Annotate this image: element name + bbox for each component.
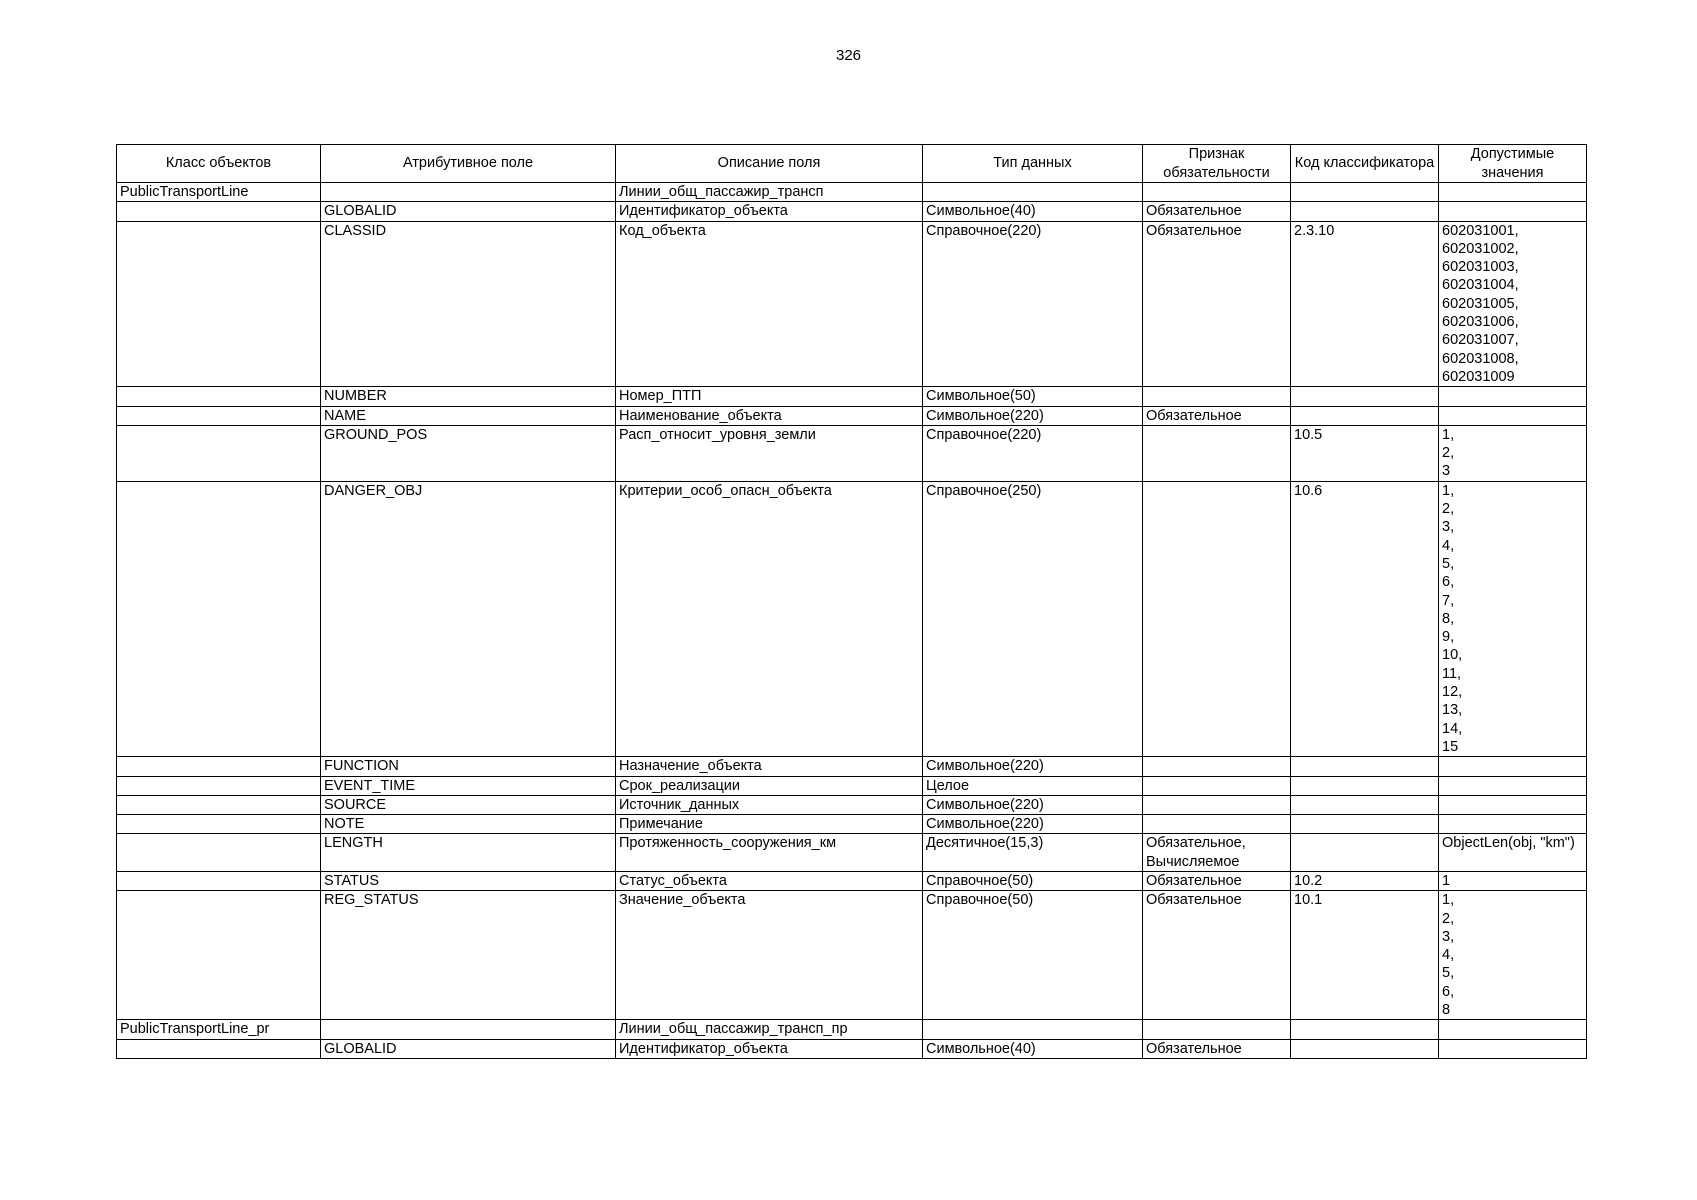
allowed-value: 5, xyxy=(1442,555,1455,572)
cell-required-flag xyxy=(1143,815,1291,834)
table-row xyxy=(117,221,1587,387)
table-row xyxy=(117,425,1587,481)
allowed-value: 602031002, xyxy=(1442,240,1519,257)
allowed-value: 2, xyxy=(1442,501,1455,518)
cell-classifier-code: 2.3.10 xyxy=(1291,221,1439,387)
table-row xyxy=(117,795,1587,814)
allowed-value: 602031009 xyxy=(1442,368,1515,385)
cell-object-class xyxy=(117,834,321,872)
allowed-value: 1 xyxy=(1442,872,1451,889)
cell-data-type: Символьное(220) xyxy=(923,406,1143,425)
allowed-value: 6, xyxy=(1442,574,1455,591)
cell-required-flag: Обязательное xyxy=(1143,891,1291,1020)
cell-classifier-code: 10.6 xyxy=(1291,481,1439,756)
cell-data-type: Справочное(220) xyxy=(923,221,1143,387)
allowed-value: 8 xyxy=(1442,1002,1451,1019)
table-row xyxy=(117,1039,1587,1058)
cell-classifier-code xyxy=(1291,1039,1439,1058)
cell-attribute-field: GROUND_POS xyxy=(321,425,616,481)
cell-required-flag: Обязательное xyxy=(1143,406,1291,425)
cell-field-description: Примечание xyxy=(616,815,923,834)
allowed-value: 1, xyxy=(1442,426,1455,443)
cell-data-type: Символьное(40) xyxy=(923,202,1143,221)
cell-object-class xyxy=(117,776,321,795)
allowed-value: 14, xyxy=(1442,720,1463,737)
cell-allowed-values xyxy=(1439,834,1587,872)
cell-field-description: Расп_относит_уровня_земли xyxy=(616,425,923,481)
cell-object-class: PublicTransportLine xyxy=(117,183,321,202)
cell-field-description: Линии_общ_пассажир_трансп_пр xyxy=(616,1020,923,1039)
cell-field-description: Линии_общ_пассажир_трансп xyxy=(616,183,923,202)
cell-required-flag: Обязательное xyxy=(1143,1039,1291,1058)
cell-allowed-values xyxy=(1439,425,1587,481)
cell-object-class xyxy=(117,757,321,776)
allowed-value: 4, xyxy=(1442,537,1455,554)
cell-object-class xyxy=(117,481,321,756)
cell-classifier-code xyxy=(1291,406,1439,425)
table-row xyxy=(117,183,1587,202)
cell-field-description: Критерии_особ_опасн_объекта xyxy=(616,481,923,756)
cell-field-description: Идентификатор_объекта xyxy=(616,202,923,221)
cell-field-description: Номер_ПТП xyxy=(616,387,923,406)
header-attribute-field: Атрибутивное поле xyxy=(321,145,616,183)
cell-data-type: Символьное(220) xyxy=(923,757,1143,776)
cell-field-description: Срок_реализации xyxy=(616,776,923,795)
allowed-value: 8, xyxy=(1442,610,1455,627)
table-row xyxy=(117,757,1587,776)
cell-allowed-values xyxy=(1439,757,1587,776)
cell-field-description: Наименование_объекта xyxy=(616,406,923,425)
cell-field-description: Идентификатор_объекта xyxy=(616,1039,923,1058)
allowed-value: 602031007, xyxy=(1442,332,1519,349)
cell-allowed-values xyxy=(1439,1020,1587,1039)
cell-data-type: Символьное(50) xyxy=(923,387,1143,406)
header-required-flag: Признак обязательности xyxy=(1143,145,1291,183)
cell-allowed-values xyxy=(1439,202,1587,221)
cell-field-description: Назначение_объекта xyxy=(616,757,923,776)
cell-data-type: Символьное(220) xyxy=(923,815,1143,834)
cell-required-flag xyxy=(1143,795,1291,814)
cell-data-type: Символьное(220) xyxy=(923,795,1143,814)
cell-data-type: Целое xyxy=(923,776,1143,795)
cell-classifier-code xyxy=(1291,795,1439,814)
cell-attribute-field: FUNCTION xyxy=(321,757,616,776)
cell-object-class xyxy=(117,221,321,387)
cell-object-class xyxy=(117,387,321,406)
header-object-class: Класс объектов xyxy=(117,145,321,183)
cell-data-type: Справочное(220) xyxy=(923,425,1143,481)
allowed-value: 10, xyxy=(1442,647,1463,664)
allowed-value: 4, xyxy=(1442,947,1455,964)
allowed-value: 602031005, xyxy=(1442,295,1519,312)
cell-object-class: PublicTransportLine_pr xyxy=(117,1020,321,1039)
cell-attribute-field: SOURCE xyxy=(321,795,616,814)
cell-required-flag: Обязательное xyxy=(1143,221,1291,387)
cell-object-class xyxy=(117,871,321,890)
cell-required-flag: Обязательное, Вычисляемое xyxy=(1143,834,1291,872)
cell-required-flag xyxy=(1143,183,1291,202)
cell-classifier-code xyxy=(1291,1020,1439,1039)
cell-data-type: Справочное(50) xyxy=(923,871,1143,890)
cell-classifier-code xyxy=(1291,387,1439,406)
cell-attribute-field: STATUS xyxy=(321,871,616,890)
cell-attribute-field xyxy=(321,183,616,202)
cell-data-type: Справочное(50) xyxy=(923,891,1143,1020)
cell-data-type: Символьное(40) xyxy=(923,1039,1143,1058)
header-row xyxy=(117,145,1587,183)
cell-allowed-values xyxy=(1439,776,1587,795)
allowed-value: 11, xyxy=(1442,665,1462,682)
cell-attribute-field: NOTE xyxy=(321,815,616,834)
cell-allowed-values xyxy=(1439,795,1587,814)
allowed-value: 1, xyxy=(1442,482,1455,499)
header-field-description: Описание поля xyxy=(616,145,923,183)
allowed-value: 5, xyxy=(1442,965,1455,982)
cell-classifier-code xyxy=(1291,776,1439,795)
cell-required-flag xyxy=(1143,776,1291,795)
header-classifier-code: Код классификатора xyxy=(1291,145,1439,183)
cell-allowed-values xyxy=(1439,406,1587,425)
cell-classifier-code: 10.2 xyxy=(1291,871,1439,890)
allowed-value: 3, xyxy=(1442,519,1455,536)
cell-classifier-code xyxy=(1291,815,1439,834)
cell-allowed-values xyxy=(1439,1039,1587,1058)
allowed-value: 12, xyxy=(1442,684,1463,701)
allowed-value: 602031004, xyxy=(1442,277,1519,294)
table-row xyxy=(117,871,1587,890)
allowed-value: 15 xyxy=(1442,738,1459,755)
cell-allowed-values xyxy=(1439,481,1587,756)
cell-required-flag xyxy=(1143,1020,1291,1039)
cell-allowed-values xyxy=(1439,221,1587,387)
cell-object-class xyxy=(117,202,321,221)
allowed-value: ObjectLen(obj, "km") xyxy=(1442,835,1575,852)
cell-required-flag xyxy=(1143,387,1291,406)
table-row xyxy=(117,891,1587,1020)
allowed-value: 602031006, xyxy=(1442,314,1519,331)
cell-object-class xyxy=(117,425,321,481)
cell-data-type xyxy=(923,183,1143,202)
allowed-value: 3, xyxy=(1442,928,1455,945)
header-allowed-values: Допустимые значения xyxy=(1439,145,1587,183)
table-row xyxy=(117,776,1587,795)
cell-classifier-code xyxy=(1291,757,1439,776)
table-row xyxy=(117,815,1587,834)
cell-attribute-field: REG_STATUS xyxy=(321,891,616,1020)
cell-required-flag: Обязательное xyxy=(1143,871,1291,890)
allowed-value: 3 xyxy=(1442,463,1451,480)
cell-attribute-field: NAME xyxy=(321,406,616,425)
cell-attribute-field: GLOBALID xyxy=(321,1039,616,1058)
cell-classifier-code xyxy=(1291,202,1439,221)
table-body xyxy=(117,183,1587,1059)
cell-classifier-code: 10.5 xyxy=(1291,425,1439,481)
cell-required-flag xyxy=(1143,757,1291,776)
cell-data-type: Десятичное(15,3) xyxy=(923,834,1143,872)
cell-required-flag: Обязательное xyxy=(1143,202,1291,221)
table-row xyxy=(117,1020,1587,1039)
table-row xyxy=(117,387,1587,406)
cell-attribute-field: NUMBER xyxy=(321,387,616,406)
cell-required-flag xyxy=(1143,425,1291,481)
allowed-value: 6, xyxy=(1442,983,1455,1000)
cell-allowed-values xyxy=(1439,815,1587,834)
cell-field-description: Значение_объекта xyxy=(616,891,923,1020)
attribute-table xyxy=(116,144,1587,1059)
cell-attribute-field: CLASSID xyxy=(321,221,616,387)
table-row xyxy=(117,481,1587,756)
cell-object-class xyxy=(117,1039,321,1058)
allowed-value: 602031003, xyxy=(1442,259,1519,276)
cell-required-flag xyxy=(1143,481,1291,756)
cell-attribute-field: EVENT_TIME xyxy=(321,776,616,795)
allowed-value: 602031008, xyxy=(1442,350,1519,367)
cell-attribute-field: DANGER_OBJ xyxy=(321,481,616,756)
allowed-value: 7, xyxy=(1442,592,1455,609)
cell-field-description: Протяженность_сооружения_км xyxy=(616,834,923,872)
allowed-value: 9, xyxy=(1442,629,1455,646)
cell-data-type xyxy=(923,1020,1143,1039)
cell-classifier-code: 10.1 xyxy=(1291,891,1439,1020)
cell-field-description: Статус_объекта xyxy=(616,871,923,890)
allowed-value: 1, xyxy=(1442,892,1455,909)
page-number: 326 xyxy=(835,47,862,64)
cell-attribute-field: LENGTH xyxy=(321,834,616,872)
cell-attribute-field: GLOBALID xyxy=(321,202,616,221)
cell-field-description: Источник_данных xyxy=(616,795,923,814)
allowed-value: 13, xyxy=(1442,702,1463,719)
cell-object-class xyxy=(117,795,321,814)
allowed-value: 2, xyxy=(1442,910,1455,927)
cell-allowed-values xyxy=(1439,387,1587,406)
cell-allowed-values xyxy=(1439,183,1587,202)
header-data-type: Тип данных xyxy=(923,145,1143,183)
cell-field-description: Код_объекта xyxy=(616,221,923,387)
allowed-value: 602031001, xyxy=(1442,222,1519,239)
cell-classifier-code xyxy=(1291,834,1439,872)
cell-allowed-values xyxy=(1439,891,1587,1020)
cell-attribute-field xyxy=(321,1020,616,1039)
cell-allowed-values xyxy=(1439,871,1587,890)
table-row xyxy=(117,834,1587,872)
cell-object-class xyxy=(117,891,321,1020)
allowed-value: 2, xyxy=(1442,445,1455,462)
table-row xyxy=(117,202,1587,221)
cell-object-class xyxy=(117,406,321,425)
cell-data-type: Справочное(250) xyxy=(923,481,1143,756)
table-row xyxy=(117,406,1587,425)
cell-object-class xyxy=(117,815,321,834)
cell-classifier-code xyxy=(1291,183,1439,202)
